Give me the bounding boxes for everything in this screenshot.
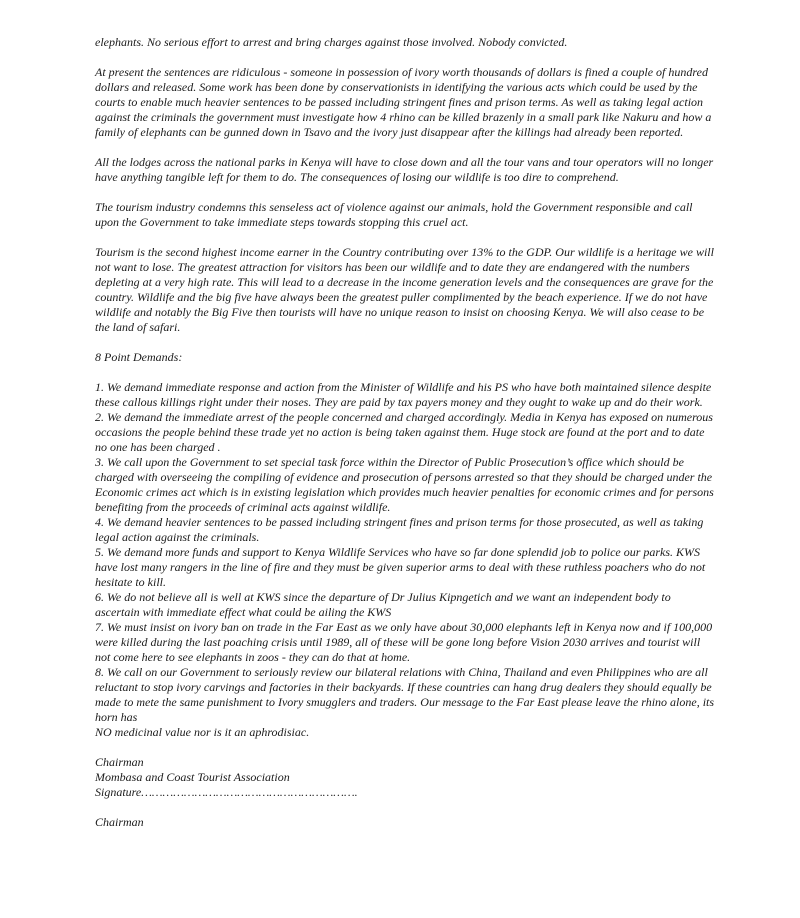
demand-item-4: 4. We demand heavier sentences to be passed including stringent fines and prison terms for those prosecuted, as well as taking legal action against the criminals.	[95, 515, 704, 544]
paragraph-lodges: All the lodges across the national parks in Kenya will have to close down and all the tour vans and tour operators will no longer have anything tangible left for them to do. The consequences of losing our wildlife is too dire to comprehend.	[95, 155, 714, 184]
demand-item-8: 8. We call on our Government to seriously review our bilateral relations with China, Thailand and even Philippines who are all reluctant to stop ivory carvings and factories in their backyards. If these countries can hang drug dealers they should equally be made to mete the same punishment to Ivory smugglers and traders. Our message to the Far East please leave the rhino alone, its horn has	[95, 665, 715, 724]
demand-item-3: 3. We call upon the Government to set special task force within the Director of Public Prosecution’s office which should be charged with overseeing the compiling of evidence and prosecution of persons arrested so that they should be charged under the Economic crimes act which is in existing legislation which provides much heavier penalties for economic crimes and for persons benefiting from the proceeds of criminal acts against wildlife.	[95, 455, 714, 514]
demands-heading: 8 Point Demands:	[95, 350, 183, 364]
paragraph-tourism-condemns: The tourism industry condemns this senseless act of violence against our animals, hold the Government responsible and call upon the Government to take immediate steps towards stopping this cruel act.	[95, 200, 693, 229]
demand-item-1: 1. We demand immediate response and action from the Minister of Wildlife and his PS who have both maintained silence despite these callous killings right under their noses. They are paid by tax payers money and they ought to wake up and do their work.	[95, 380, 712, 409]
demand-item-7: 7. We must insist on ivory ban on trade in the Far East as we only have about 30,000 elephants left in Kenya now and if 100,000 were killed during the last poaching crisis until 1989, all of these will be gone long before Vision 2030 arrives and tourist will not come here to see elephants in zoos - they can do that at home.	[95, 620, 713, 664]
signature-block	[95, 755, 715, 800]
signatory-organization: Mombasa and Coast Tourist Association	[95, 770, 290, 784]
document-page	[95, 35, 715, 845]
demand-item-5: 5. We demand more funds and support to Kenya Wildlife Services who have so far done splendid job to police our parks. KWS have lost many rangers in the line of fire and they must be given superior arms to deal with these ruthless poachers who do not hesitate to kill.	[95, 545, 706, 589]
second-signatory-title: Chairman	[95, 815, 144, 829]
paragraph-sentences: At present the sentences are ridiculous - someone in possession of ivory worth thousands of dollars is fined a couple of hundred dollars and released. Some work has been done by conservationists in identifying the various acts which could be used by the courts to enable much heavier sentences to be passed including stringent fines and prison terms. As well as taking legal action against the criminals the government must investigate how 4 rhino can be killed brazenly in a small park like Nakuru and how a family of elephants can be gunned down in Tsavo and the ivory just disappear after the killings had already been reported.	[95, 65, 712, 139]
signature-line: Signature…………………………………………………….	[95, 785, 358, 799]
second-signature-block	[95, 815, 715, 830]
demand-item-2: 2. We demand the immediate arrest of the people concerned and charged accordingly. Media in Kenya has exposed on numerous occasions the people behind these trade yet no action is being taken against them. Huge stock are found at the port and to date no one has been charged .	[95, 410, 713, 454]
demand-item-8-continued: NO medicinal value nor is it an aphrodisiac.	[95, 725, 310, 739]
paragraph-tourism-income: Tourism is the second highest income earner in the Country contributing over 13% to the GDP. Our wildlife is a heritage we will not want to lose. The greatest attraction for visitors has been our wildlife and to date they are endangered with the numbers depleting at a very high rate. This will lead to a decrease in the income generation levels and the consequences are grave for the country. Wildlife and the big five have always been the greatest puller complimented by the beach experience. If we do not have wildlife and notably the Big Five then tourists will have no unique reason to insist on choosing Kenya. We will also cease to be the land of safari.	[95, 245, 714, 334]
paragraph-elephants-continued: elephants. No serious effort to arrest and bring charges against those involved. Nobody convicted.	[95, 35, 568, 49]
demand-item-6: 6. We do not believe all is well at KWS since the departure of Dr Julius Kipngetich and we want an independent body to ascertain with immediate effect what could be ailing the KWS	[95, 590, 671, 619]
signatory-title: Chairman	[95, 755, 144, 769]
demands-list	[95, 380, 715, 740]
